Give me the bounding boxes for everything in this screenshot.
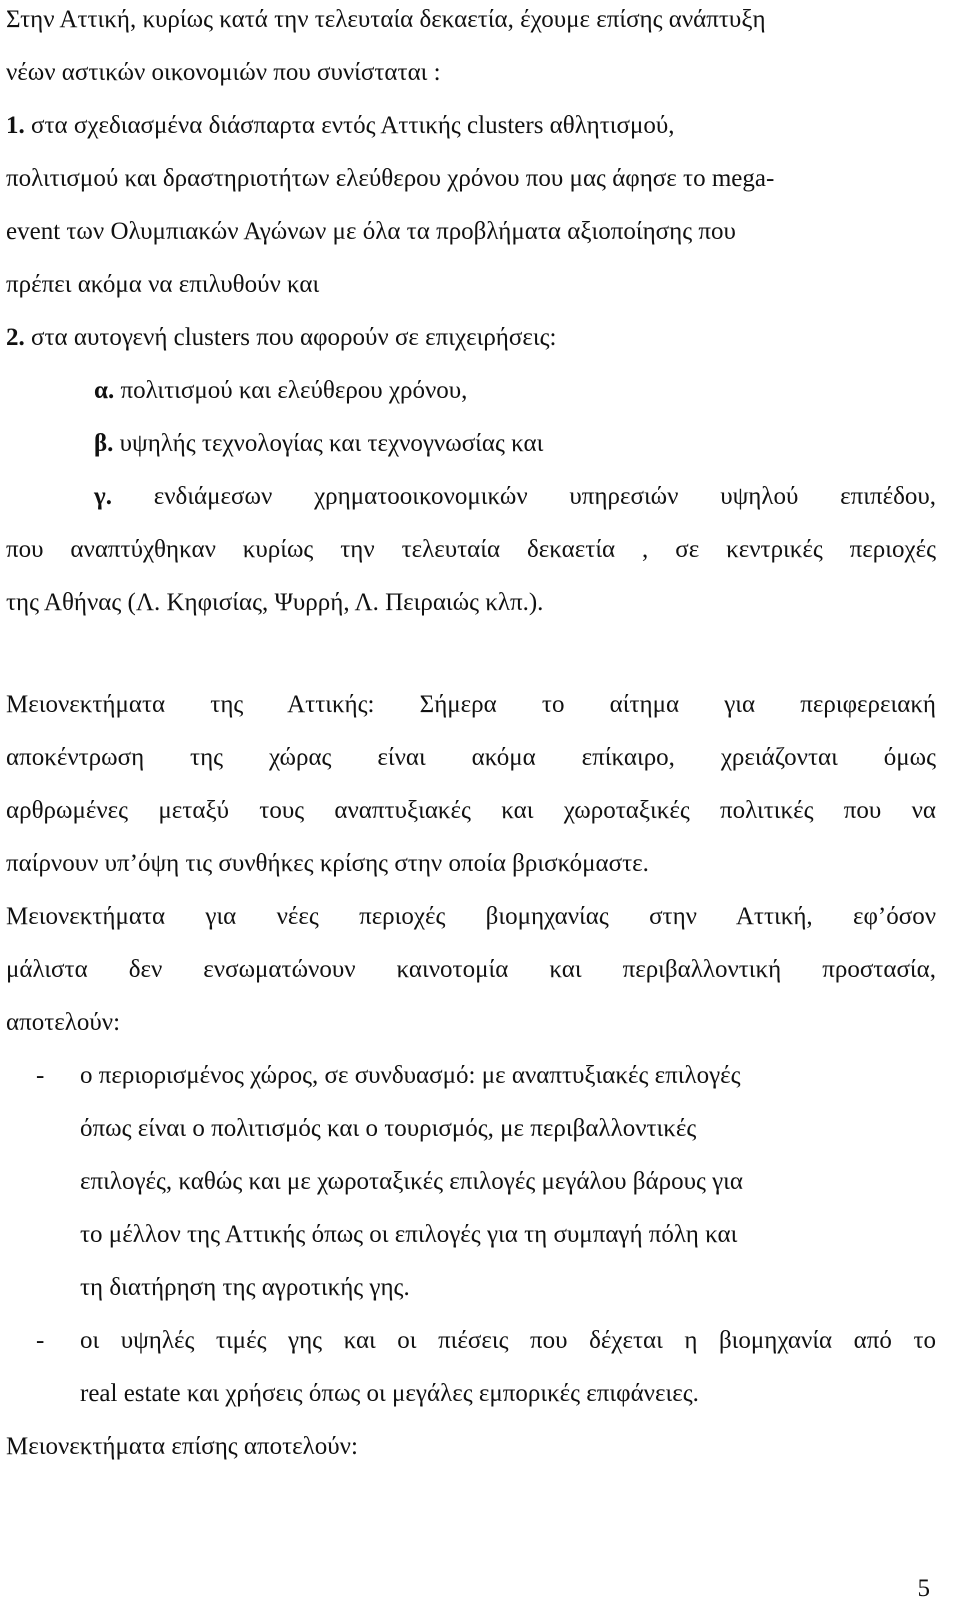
sub-item-a-text: πολιτισμού και ελεύθερου χρόνου, xyxy=(114,377,468,404)
bullet-2-line-2: real estate και χρήσεις όπως οι μεγάλες εμπορικές επιφάνειες. xyxy=(80,1380,699,1407)
bullet-dash: - xyxy=(36,1327,45,1354)
list-item-1-text: στα σχεδιασμένα διάσπαρτα εντός Αττικής clusters αθλητισμού, xyxy=(24,112,675,139)
document-body xyxy=(6,0,936,1473)
industry-paragraph-line-1: Μειονεκτήματα για νέες περιοχές βιομηχανίας στην Αττική, εφ’όσον xyxy=(6,903,936,930)
intro-line-2: νέων αστικών οικονομιών που συνίσταται : xyxy=(6,59,441,86)
attica-paragraph-line-4: παίρνουν υπ’όψη τις συνθήκες κρίσης στην οποία βρισκόμαστε. xyxy=(6,850,649,877)
industry-paragraph-line-2: μάλιστα δεν ενσωματώνουν καινοτομία και περιβαλλοντική προστασία, xyxy=(6,956,936,983)
bullet-1-line-5: τη διατήρηση της αγροτικής γης. xyxy=(80,1274,410,1301)
page-number: 5 xyxy=(917,1575,930,1602)
attica-paragraph-line-2: αποκέντρωση της χώρας είναι ακόμα επίκαιρο, χρειάζονται όμως xyxy=(6,744,936,771)
bullet-dash: - xyxy=(36,1062,45,1089)
list-number-1: 1. xyxy=(6,112,25,139)
sub-item-b-label: β. xyxy=(94,430,114,457)
sub-item-c-label: γ. xyxy=(94,483,112,510)
industry-paragraph-line-3: αποτελούν: xyxy=(6,1009,121,1036)
closing-line: Μειονεκτήματα επίσης αποτελούν: xyxy=(6,1433,358,1460)
sub-item-a xyxy=(6,364,936,417)
sub-item-c-text: ενδιάμεσων χρηματοοικονομικών υπηρεσιών υψηλού επιπέδου, xyxy=(111,483,936,510)
list-item-2-text: στα αυτογενή clusters που αφορούν σε επιχειρήσεις: xyxy=(24,324,557,351)
sub-item-b-text: υψηλής τεχνολογίας και τεχνογνωσίας και xyxy=(113,430,544,457)
attica-paragraph-line-3: αρθρωμένες μεταξύ τους αναπτυξιακές και χωροταξικές πολιτικές που να xyxy=(6,797,936,824)
attica-paragraph-line-1: Μειονεκτήματα της Αττικής: Σήμερα το αίτημα για περιφερειακή xyxy=(6,691,936,718)
bullet-1-line-4: το μέλλον της Αττικής όπως οι επιλογές για τη συμπαγή πόλη και xyxy=(80,1221,738,1248)
list-item-1-line-4: πρέπει ακόμα να επιλυθούν και xyxy=(6,271,320,298)
bullet-1-line-1: ο περιορισμένος χώρος, σε συνδυασμό: με αναπτυξιακές επιλογές xyxy=(80,1062,741,1089)
bullet-1 xyxy=(6,1049,936,1102)
sub-item-a-label: α. xyxy=(94,377,115,404)
paragraph-gap xyxy=(6,629,936,678)
bullet-1-line-3: επιλογές, καθώς και με χωροταξικές επιλογές μεγάλου βάρους για xyxy=(80,1168,743,1195)
sub-item-c xyxy=(6,470,936,523)
list-item-1-line-3: event των Ολυμπιακών Αγώνων με όλα τα προβλήματα αξιοποίησης που xyxy=(6,218,736,245)
list-number-2: 2. xyxy=(6,324,25,351)
list-item-1 xyxy=(6,99,936,152)
sub-item-c-line-3: της Αθήνας (Λ. Κηφισίας, Ψυρρή, Λ. Πειραιώς κλπ.). xyxy=(6,589,544,616)
bullet-2-line-1: οι υψηλές τιμές γης και οι πιέσεις που δέχεται η βιομηχανία από το xyxy=(80,1327,936,1354)
list-item-1-line-2: πολιτισμού και δραστηριοτήτων ελεύθερου χρόνου που μας άφησε το mega- xyxy=(6,165,775,192)
sub-item-b xyxy=(6,417,936,470)
sub-item-c-line-2: που αναπτύχθηκαν κυρίως την τελευταία δεκαετία , σε κεντρικές περιοχές xyxy=(6,536,936,563)
bullet-2 xyxy=(6,1314,936,1367)
list-item-2 xyxy=(6,311,936,364)
intro-line-1: Στην Αττική, κυρίως κατά την τελευταία δεκαετία, έχουμε επίσης ανάπτυξη xyxy=(6,6,766,33)
bullet-1-line-2: όπως είναι ο πολιτισμός και ο τουρισμός, με περιβαλλοντικές xyxy=(80,1115,697,1142)
